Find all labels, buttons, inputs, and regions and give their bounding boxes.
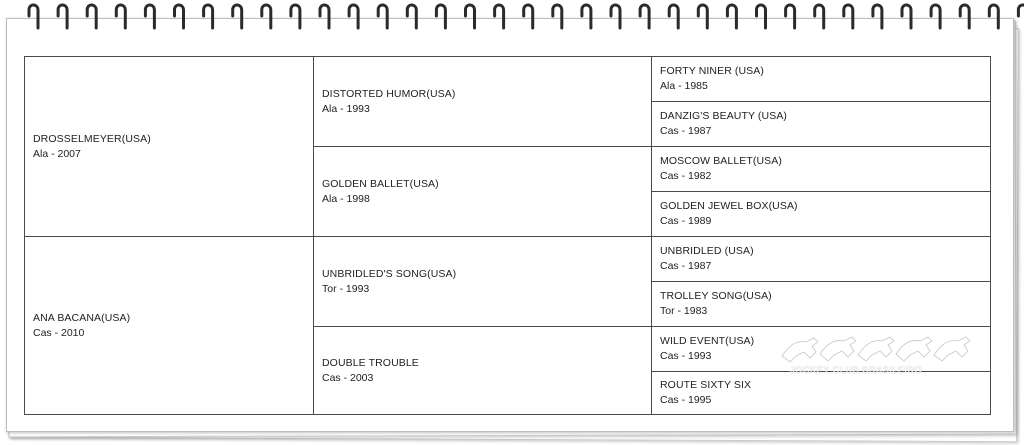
horse-info: Tor - 1993 — [322, 282, 370, 295]
pedigree-dam-sire[interactable] — [314, 237, 652, 327]
spiral-ring-icon — [611, 5, 620, 28]
horse-info: Cas - 1987 — [660, 125, 712, 137]
spiral-ring-icon — [378, 5, 387, 28]
racehorses-icon — [776, 330, 976, 366]
horse-name: DOUBLE TROUBLE — [322, 356, 419, 369]
horse-name: TROLLEY SONG(USA) — [660, 290, 772, 302]
spiral-ring-icon — [786, 5, 795, 28]
pedigree-gen3-3[interactable] — [652, 147, 991, 192]
pedigree-gen3-6[interactable] — [652, 282, 991, 327]
spiral-ring-icon — [553, 5, 562, 28]
horse-name: WILD EVENT(USA) — [660, 335, 755, 347]
pedigree-gen3-5[interactable] — [652, 237, 991, 282]
spiral-ring-icon — [29, 5, 38, 28]
spiral-ring-icon — [1018, 5, 1024, 28]
spiral-ring-icon — [844, 5, 853, 28]
pedigree-gen3-4[interactable] — [652, 192, 991, 237]
pedigree-sire-sire[interactable] — [314, 57, 652, 147]
spiral-ring-icon — [582, 5, 591, 28]
spiral-ring-icon — [145, 5, 154, 28]
pedigree-gen3-2[interactable] — [652, 102, 991, 147]
horse-name: MOSCOW BALLET(USA) — [660, 155, 782, 167]
spiral-ring-icon — [727, 5, 736, 28]
spiral-ring-icon — [524, 5, 533, 28]
spiral-ring-icon — [87, 5, 96, 28]
horse-info: Tor - 1983 — [660, 305, 708, 317]
spiral-binding-icon — [0, 0, 1024, 34]
jockey-club-watermark — [776, 330, 976, 380]
spiral-ring-icon — [960, 5, 969, 28]
horse-info: Ala - 2007 — [33, 147, 81, 160]
horse-info: Cas - 1989 — [660, 215, 712, 227]
spiral-ring-icon — [407, 5, 416, 28]
spiral-ring-icon — [640, 5, 649, 28]
spiral-ring-icon — [58, 5, 67, 28]
horse-info: Ala - 1998 — [322, 192, 370, 205]
spiral-ring-icon — [757, 5, 766, 28]
horse-name: DISTORTED HUMOR(USA) — [322, 87, 456, 100]
pedigree-sire[interactable] — [25, 57, 314, 237]
spiral-ring-icon — [291, 5, 300, 28]
spiral-ring-icon — [436, 5, 445, 28]
horse-name: UNBRIDLED'S SONG(USA) — [322, 267, 457, 280]
spiral-ring-icon — [349, 5, 358, 28]
spiral-ring-icon — [815, 5, 824, 28]
spiral-ring-icon — [495, 5, 504, 28]
spiral-ring-icon — [989, 5, 998, 28]
horse-name: GOLDEN JEWEL BOX(USA) — [660, 200, 798, 212]
horse-name: GOLDEN BALLET(USA) — [322, 177, 439, 190]
horse-info: Cas - 1982 — [660, 170, 712, 182]
horse-name: ROUTE SIXTY SIX — [660, 379, 752, 391]
horse-info: Cas - 1993 — [660, 350, 712, 362]
spiral-ring-icon — [931, 5, 940, 28]
spiral-ring-icon — [466, 5, 475, 28]
spiral-ring-icon — [698, 5, 707, 28]
horse-name: ANA BACANA(USA) — [33, 311, 131, 324]
spiral-ring-icon — [233, 5, 242, 28]
horse-name: DROSSELMEYER(USA) — [33, 132, 151, 145]
horse-info: Cas - 2010 — [33, 326, 85, 339]
watermark-text: JOCKEY CLUB BRASILEIRO — [790, 365, 923, 376]
spiral-ring-icon — [669, 5, 678, 28]
spiral-ring-icon — [116, 5, 125, 28]
pedigree-dam[interactable] — [25, 237, 314, 415]
spiral-ring-icon — [873, 5, 882, 28]
spiral-ring-icon — [175, 5, 184, 28]
horse-info: Ala - 1985 — [660, 80, 708, 92]
horse-info: Ala - 1993 — [322, 102, 370, 115]
spiral-ring-icon — [204, 5, 213, 28]
horse-info: Cas - 1995 — [660, 394, 712, 406]
spiral-ring-icon — [262, 5, 271, 28]
horse-name: UNBRIDLED (USA) — [660, 245, 754, 257]
horse-info: Cas - 2003 — [322, 371, 374, 384]
horse-info: Cas - 1987 — [660, 260, 712, 272]
pedigree-gen3-1[interactable] — [652, 57, 991, 102]
pedigree-sire-dam[interactable] — [314, 147, 652, 237]
pedigree-dam-dam[interactable] — [314, 327, 652, 415]
horse-name: DANZIG'S BEAUTY (USA) — [660, 110, 788, 122]
spiral-ring-icon — [902, 5, 911, 28]
horse-name: FORTY NINER (USA) — [660, 65, 764, 77]
spiral-ring-icon — [320, 5, 329, 28]
